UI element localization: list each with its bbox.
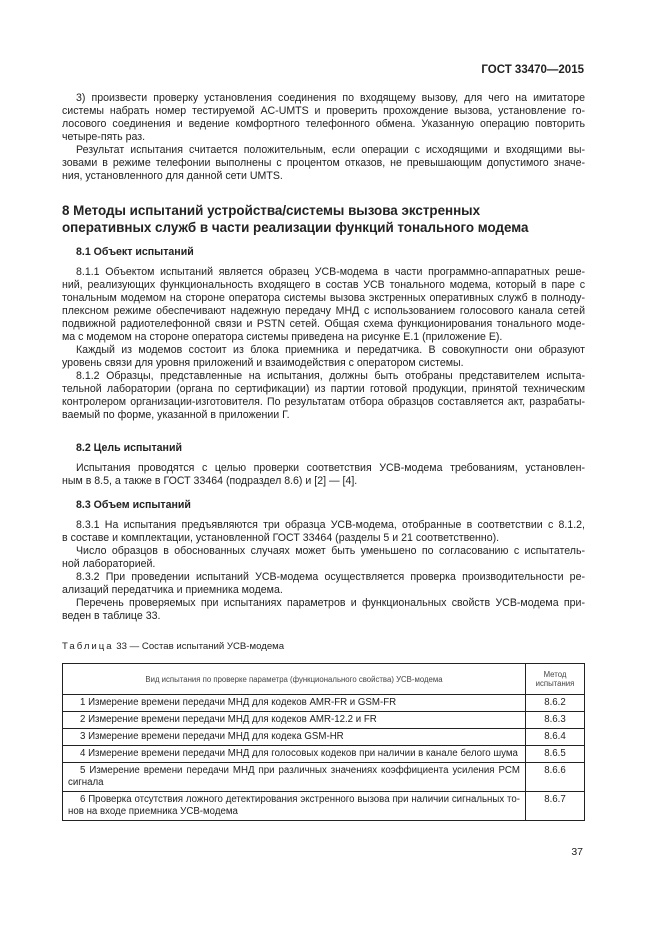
text-line: ма с модемом на стороне оператора системы приведена на рисунке Е.1 (приложение Е). bbox=[62, 331, 503, 343]
section-8-2-heading: 8.2 Цель испытаний bbox=[76, 442, 182, 454]
text-line: четыре-пять раз. bbox=[62, 131, 146, 143]
text-line: 8.3.1 На испытания предъявляются три образца УСВ-модема, отобранные в соответствии с 8.1.2, bbox=[76, 519, 585, 531]
table-row bbox=[63, 792, 585, 821]
table-caption: Таблица 33 — Состав испытаний УСВ-модема bbox=[62, 641, 285, 652]
test-method: 8.6.7 bbox=[526, 792, 585, 821]
text-line: веден в таблице 33. bbox=[62, 610, 161, 622]
paragraph-8-3-1 bbox=[62, 519, 585, 545]
test-method: 8.6.3 bbox=[526, 712, 585, 729]
text-line: Перечень проверяемых при испытаниях параметров и функциональных свойств УСВ-модема при- bbox=[76, 597, 585, 609]
paragraph-list bbox=[62, 597, 585, 623]
table-row bbox=[63, 729, 585, 746]
paragraph-8-1-2 bbox=[62, 370, 585, 422]
text-line: зовами в режиме телефонии выполнены с процентом отказов, не превышающим допустимого значе- bbox=[62, 157, 585, 169]
paragraph-8-3-2 bbox=[62, 571, 585, 597]
test-name: 2 Измерение времени передачи МНД для кодеков AMR-12.2 и FR bbox=[63, 712, 526, 729]
text-line: Испытания проводятся с целью проверки соответствия УСВ-модема требованиям, установлен- bbox=[76, 462, 585, 474]
paragraph-samples bbox=[62, 545, 585, 571]
text-line: 8.1.1 Объектом испытаний является образец УСВ-модема в части программно-аппаратных реше- bbox=[76, 266, 585, 278]
text-line: ным в 8.5, а также в ГОСТ 33464 (подраздел 8.6) и [2] — [4]. bbox=[62, 475, 358, 487]
text-line: контролером организации-изготовителя. По результатам отбора образцов составляется акт, разрабаты- bbox=[62, 396, 585, 408]
text-line: 8.1.2 Образцы, представленные на испытания, должны быть отобраны представителем испыта- bbox=[76, 370, 585, 382]
text-line: Результат испытания считается положительным, если операции с исходящими и входящими вы- bbox=[76, 144, 585, 156]
text-line: ния, установленного для данной сети UMTS. bbox=[62, 170, 283, 182]
paragraph-step-3 bbox=[62, 92, 585, 144]
text-line: подвижной радиотелефонной связи и PSTN сетей. Общая схема функционирования тонального моде- bbox=[62, 318, 585, 330]
test-method: 8.6.4 bbox=[526, 729, 585, 746]
test-name: 5 Измерение времени передачи МНД при различных значениях коэффициента усиления PCM сигнала bbox=[63, 763, 526, 792]
text-line: тельной лаборатории (органа по сертификации) из партии готовой продукции, принятой техническим bbox=[62, 383, 585, 395]
text-line: лосового соединения и ведение комфортного телефонного обмена. Указанную операцию повторить bbox=[62, 118, 585, 130]
text-line: системы набрать номер тестируемой AC-UMTS и проверить прохождение вызова, установление го- bbox=[62, 105, 585, 117]
column-header-test: Вид испытания по проверке параметра (функционального свойства) УСВ-модема bbox=[63, 664, 526, 695]
text-line: Каждый из модемов состоит из блока приемника и передатчика. В совокупности они образуют bbox=[76, 344, 585, 356]
document-header: ГОСТ 33470—2015 bbox=[481, 64, 584, 76]
section-8-3-heading: 8.3 Объем испытаний bbox=[76, 499, 191, 511]
tests-table bbox=[62, 663, 585, 821]
test-name: 6 Проверка отсутствия ложного детектирования экстренного вызова при наличии сигнальных то-нов на входе приемника УСВ-модема bbox=[63, 792, 526, 821]
paragraph-result bbox=[62, 144, 585, 183]
page-number: 37 bbox=[571, 846, 583, 858]
test-method: 8.6.5 bbox=[526, 746, 585, 763]
text-line: в составе и комплектации, установленной ГОСТ 33464 (разделы 5 и 21 соответственно). bbox=[62, 532, 500, 544]
test-name: 4 Измерение времени передачи МНД для голосовых кодеков при наличии в канале белого шума bbox=[63, 746, 526, 763]
text-line: 3) произвести проверку установления соединения по входящему вызову, для чего на имитаторе bbox=[76, 92, 585, 104]
section-8-heading: 8 Методы испытаний устройства/системы вызова экстренных оперативных служб в части реализации функций тонального модема bbox=[62, 203, 529, 235]
text-line: тональным модемом на стороне оператора системы вызова экстренных оперативных служб в полноду- bbox=[62, 292, 585, 304]
section-8-1-heading: 8.1 Объект испытаний bbox=[76, 246, 194, 258]
test-name: 1 Измерение времени передачи МНД для кодеков AMR-FR и GSM-FR bbox=[63, 695, 526, 712]
table-row bbox=[63, 746, 585, 763]
table-row bbox=[63, 763, 585, 792]
table-row bbox=[63, 695, 585, 712]
text-line: уровень связи для уровня приложений и взаимодействия с оператором системы. bbox=[62, 357, 464, 369]
text-line: плексном режиме обеспечивают надежную передачу МНД с использованием голосового канала сетей bbox=[62, 305, 585, 317]
test-method: 8.6.2 bbox=[526, 695, 585, 712]
paragraph-8-1-1 bbox=[62, 266, 585, 344]
text-line: ваемый по форме, указанной в приложении Г. bbox=[62, 409, 290, 421]
text-line: ний, реализующих функциональность входящего в состав УСВ тонального модема, который в паре с bbox=[62, 279, 585, 291]
text-line: ализаций передатчика и приемника модема. bbox=[62, 584, 283, 596]
test-method: 8.6.6 bbox=[526, 763, 585, 792]
paragraph-modems bbox=[62, 344, 585, 370]
text-line: ной лабораторией. bbox=[62, 558, 156, 570]
text-line: 8.3.2 При проведении испытаний УСВ-модема осуществляется проверка производительности ре- bbox=[76, 571, 585, 583]
text-line: Число образцов в обоснованных случаях может быть уменьшено по согласованию с испытатель- bbox=[76, 545, 585, 557]
column-header-method: Метод испытания bbox=[526, 664, 585, 695]
test-name: 3 Измерение времени передачи МНД для кодека GSM-HR bbox=[63, 729, 526, 746]
table-row bbox=[63, 712, 585, 729]
paragraph-8-2 bbox=[62, 462, 585, 488]
